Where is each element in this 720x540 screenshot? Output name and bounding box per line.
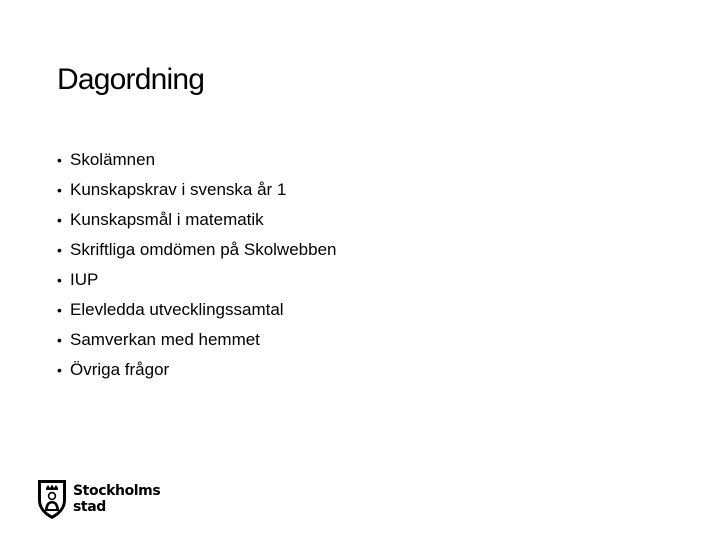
list-item-label: Samverkan med hemmet — [70, 330, 260, 349]
logo-wordmark — [73, 483, 160, 515]
list-item-label: Kunskapskrav i svenska år 1 — [70, 180, 287, 199]
list-item — [57, 205, 336, 235]
bullet-icon: • — [57, 152, 62, 168]
list-item — [57, 325, 336, 355]
list-item-label: Elevledda utvecklingssamtal — [70, 300, 284, 319]
bullet-icon: • — [57, 362, 62, 378]
stockholms-stad-logo — [36, 478, 160, 520]
list-item — [57, 265, 336, 295]
list-item-label: Skolämnen — [70, 150, 156, 169]
agenda-list — [57, 145, 336, 385]
bullet-icon: • — [57, 302, 62, 318]
bullet-icon: • — [57, 182, 62, 198]
list-item — [57, 355, 336, 385]
list-item — [57, 145, 336, 175]
list-item-label: IUP — [70, 270, 99, 289]
bullet-icon: • — [57, 332, 62, 348]
list-item-label: Kunskapsmål i matematik — [70, 210, 264, 229]
list-item-label: Skriftliga omdömen på Skolwebben — [70, 240, 337, 259]
slide-title: Dagordning — [57, 63, 205, 96]
list-item — [57, 235, 336, 265]
logo-line-1: Stockholms — [73, 483, 161, 499]
logo-line-2: stad — [73, 499, 106, 515]
bullet-icon: • — [57, 212, 62, 228]
list-item — [57, 175, 336, 205]
list-item — [57, 295, 336, 325]
city-seal-icon — [36, 478, 68, 520]
bullet-icon: • — [57, 272, 62, 288]
list-item-label: Övriga frågor — [70, 360, 170, 379]
bullet-icon: • — [57, 242, 62, 258]
